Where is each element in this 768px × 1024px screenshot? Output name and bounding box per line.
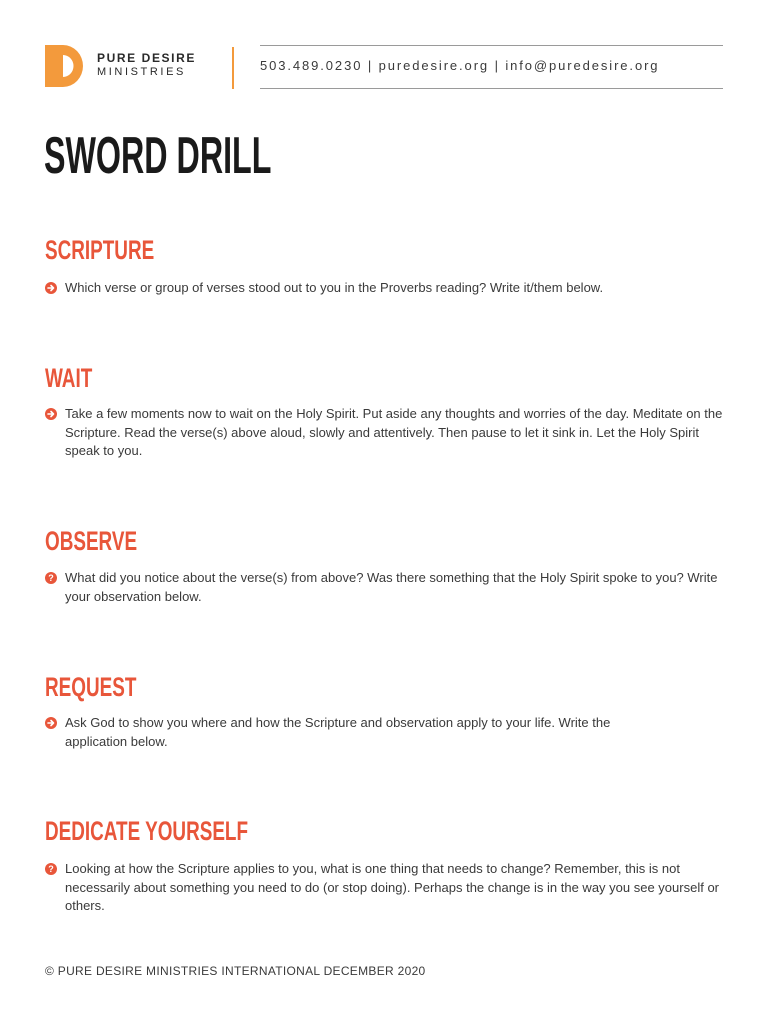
section-text-request: Ask God to show you where and how the Scripture and observation apply to your life. Write the application below.: [65, 715, 611, 749]
arrow-right-circle-icon: [45, 282, 57, 294]
section-text-wait: Take a few moments now to wait on the Holy Spirit. Put aside any thoughts and worries of the day. Meditate on the Scripture. Read the verse(s) above aloud, slowly and attentively. Then pause to let it sink in. Let the Holy Spirit speak to you.: [65, 406, 723, 458]
question-circle-icon: ?: [45, 863, 57, 875]
footer-copyright: © PURE DESIRE MINISTRIES INTERNATIONAL DECEMBER 2020: [45, 964, 426, 978]
section-heading-scripture: SCRIPTURE: [45, 235, 155, 265]
question-circle-icon: ?: [45, 572, 57, 584]
section-text-dedicate-yourself: Looking at how the Scripture applies to you, what is one thing that needs to change? Remember, this is not necessarily about something you need to do (or stop doing). Perhaps the change is in the way you see yourself or others.: [65, 861, 719, 913]
arrow-right-circle-icon: [45, 717, 57, 729]
section-heading-observe: OBSERVE: [45, 526, 138, 556]
header: [45, 45, 723, 89]
logo-text: [97, 51, 196, 79]
arrow-right-circle-icon: [45, 408, 57, 420]
page-title: SWORD DRILL: [44, 127, 272, 185]
section-heading-request: REQUEST: [45, 672, 137, 702]
logo-line1: PURE DESIRE: [97, 51, 196, 65]
section-heading-dedicate-yourself: DEDICATE YOURSELF: [45, 816, 249, 846]
section-text-observe: What did you notice about the verse(s) from above? Was there something that the Holy Spirit spoke to you? Write your observation below.: [65, 570, 718, 604]
contact-bar: [260, 45, 723, 89]
logo-line2: MINISTRIES: [97, 66, 186, 78]
header-divider: [232, 47, 234, 89]
section-text-scripture: Which verse or group of verses stood out to you in the Proverbs reading? Write it/them below.: [65, 280, 604, 295]
section-heading-wait: WAIT: [45, 363, 93, 393]
pure-desire-logo-icon: [45, 45, 85, 87]
contact-info: 503.489.0230 | puredesire.org | info@puredesire.org: [260, 58, 660, 73]
